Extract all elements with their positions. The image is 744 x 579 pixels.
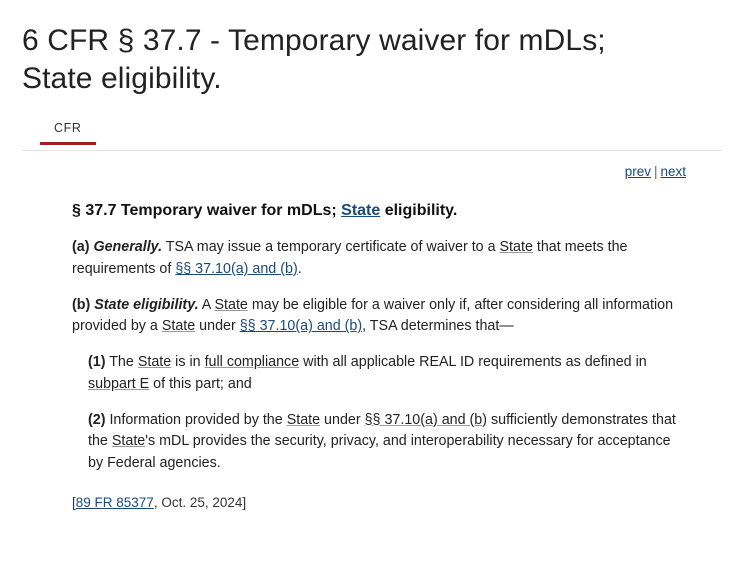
paragraph-b-text-1: A (198, 296, 215, 313)
section-heading-suffix: eligibility. (380, 202, 458, 219)
paragraph-b1-link-subpart-e[interactable]: subpart E (88, 375, 150, 392)
paragraph-b2-text-3: sufficiently demonstrates that the (88, 411, 676, 450)
paragraph-b2 (88, 410, 686, 475)
next-link[interactable]: next (660, 164, 686, 179)
section-content (22, 199, 722, 513)
paragraph-b1-text-4: of this part; and (149, 375, 252, 392)
paragraph-b-link-state-2[interactable]: State (161, 318, 196, 335)
citation-open-bracket: [ (72, 494, 76, 510)
citation-link[interactable]: 89 FR 85377 (75, 494, 154, 510)
paragraph-a-marker: (a) (72, 239, 90, 256)
paragraph-b1-text-1: The (105, 354, 138, 371)
paragraph-b-link-state-1[interactable]: State (214, 296, 248, 313)
paragraph-b2-marker: (2) (88, 411, 106, 428)
paragraph-b2-text-2: under (320, 411, 365, 428)
section-heading-prefix: § 37.7 Temporary waiver for mDLs; (72, 202, 342, 219)
paragraph-b1 (88, 352, 686, 395)
page-title: 6 CFR § 37.7 - Temporary waiver for mDLs; State eligibility. (22, 24, 606, 95)
paragraph-b2-link-state-1[interactable]: State (286, 411, 321, 428)
paragraph-b1-link-state[interactable]: State (137, 354, 172, 371)
pager-separator: | (653, 164, 658, 179)
paragraph-b1-marker: (1) (88, 354, 106, 371)
paragraph-b-text-4: , TSA determines that— (362, 318, 514, 335)
paragraph-b1-text-2: is in (171, 354, 205, 371)
tab-cfr[interactable]: CFR (40, 121, 96, 144)
paragraph-b-label: State eligibility. (94, 296, 199, 313)
paragraph-a-text-2: that meets the requirements of (72, 239, 628, 278)
paragraph-b2-text-1: Information provided by the (105, 411, 287, 428)
prev-link[interactable]: prev (624, 164, 651, 179)
paragraph-b-link-section[interactable]: §§ 37.10(a) and (b) (239, 318, 363, 335)
pager-nav (22, 164, 722, 179)
paragraph-b-text-2: may be eligible for a waiver only if, after considering all information provided by a (72, 296, 674, 335)
paragraph-a-link-state[interactable]: State (499, 239, 533, 256)
tab-bar (22, 121, 722, 151)
paragraph-a-text-3: . (297, 261, 302, 278)
paragraph-b1-text-3: with all applicable REAL ID requirements as defined in (299, 354, 647, 371)
paragraph-b2-link-section[interactable]: §§ 37.10(a) and (b) (364, 411, 487, 428)
paragraph-b-marker: (b) (72, 296, 91, 313)
source-citation (72, 493, 686, 514)
section-heading (72, 199, 686, 223)
paragraph-b (72, 295, 686, 338)
paragraph-a-text-1: TSA may issue a temporary certificate of waiver to a (162, 239, 500, 256)
paragraph-b2-text-4: 's mDL provides the security, privacy, and interoperability necessary for acceptance by Federal agencies. (88, 433, 671, 472)
paragraph-a-label: Generally. (93, 239, 163, 256)
section-heading-state-link[interactable]: State (341, 202, 381, 219)
paragraph-a-link-section[interactable]: §§ 37.10(a) and (b) (175, 261, 298, 278)
paragraph-b1-link-full-compliance[interactable]: full compliance (204, 354, 300, 371)
citation-rest: , Oct. 25, 2024] (153, 494, 247, 510)
document-page (0, 22, 744, 579)
paragraph-a (72, 237, 686, 280)
paragraph-b2-link-state-2[interactable]: State (111, 433, 146, 450)
paragraph-b-text-3: under (195, 318, 240, 335)
